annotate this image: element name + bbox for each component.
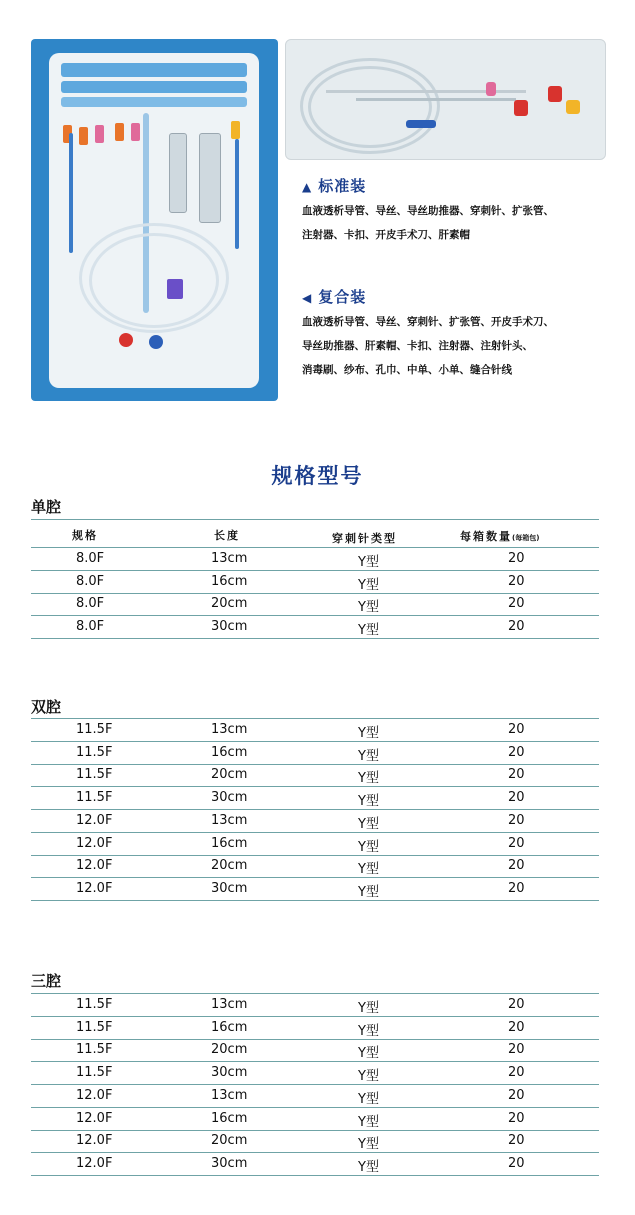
column-header-size: 规格 [72, 529, 98, 542]
spec-title: 规格型号 [271, 464, 364, 488]
size-cell: 12.0F [76, 1087, 113, 1103]
needle-type-cell: Y型 [358, 884, 379, 900]
size-cell: 11.5F [76, 1019, 113, 1035]
length-cell: 20cm [211, 596, 248, 612]
table-row [31, 549, 599, 571]
column-header-quantity-note: (每箱包) [512, 534, 540, 542]
length-cell: 20cm [211, 767, 248, 783]
size-cell: 12.0F [76, 812, 113, 828]
column-header-length: 长度 [214, 529, 240, 542]
needle-type-cell: Y型 [358, 862, 379, 878]
quantity-cell: 20 [508, 767, 525, 783]
quantity-cell: 20 [508, 551, 525, 566]
combined-package-line: 血液透析导管、导丝、穿刺针、扩张管、开皮手术刀、 [302, 316, 554, 328]
length-cell: 16cm [211, 1110, 248, 1126]
length-cell: 13cm [211, 551, 248, 566]
needle-type-cell: Y型 [358, 623, 379, 639]
needle-type-cell: Y型 [358, 1023, 379, 1039]
size-cell: 8.0F [76, 619, 105, 635]
length-cell: 13cm [211, 1087, 248, 1103]
length-cell: 30cm [211, 880, 248, 896]
size-cell: 11.5F [76, 1042, 113, 1058]
size-cell: 11.5F [76, 997, 113, 1012]
size-cell: 8.0F [76, 551, 105, 566]
needle-type-cell: Y型 [358, 555, 379, 570]
size-cell: 11.5F [76, 790, 113, 806]
quantity-cell: 20 [508, 812, 525, 828]
section-rule [31, 718, 599, 719]
length-cell: 16cm [211, 835, 248, 851]
quantity-cell: 20 [508, 1019, 525, 1035]
row-rule [31, 1175, 599, 1176]
quantity-cell: 20 [508, 1065, 525, 1081]
table-row [31, 856, 599, 878]
table-row [31, 995, 599, 1017]
needle-type-cell: Y型 [358, 600, 379, 616]
length-cell: 20cm [211, 1042, 248, 1058]
combined-package-line: 导丝助推器、肝素帽、卡扣、注射器、注射针头、 [302, 340, 533, 352]
table-row [31, 743, 599, 765]
standard-package-line: 注射器、卡扣、开皮手术刀、肝素帽 [302, 229, 470, 241]
quantity-cell: 20 [508, 573, 525, 589]
triangle-up-icon: ▲ [302, 180, 313, 194]
size-cell: 11.5F [76, 744, 113, 760]
quantity-cell: 20 [508, 880, 525, 896]
size-cell: 11.5F [76, 1065, 113, 1081]
column-header-quantity [460, 528, 539, 544]
needle-type-cell: Y型 [358, 771, 379, 787]
standard-package-heading [302, 175, 366, 196]
column-header-needle: 穿刺针类型 [332, 532, 397, 545]
quantity-cell: 20 [508, 1042, 525, 1058]
size-cell: 11.5F [76, 767, 113, 783]
kit-tray-photo [31, 39, 278, 401]
length-cell: 30cm [211, 790, 248, 806]
section-title-double-lumen: 双腔 [31, 698, 62, 716]
quantity-cell: 20 [508, 1133, 525, 1149]
needle-type-cell: Y型 [358, 1046, 379, 1062]
table-row [31, 1063, 599, 1085]
length-cell: 16cm [211, 1019, 248, 1035]
table-row [31, 594, 599, 616]
needle-type-cell: Y型 [358, 794, 379, 810]
length-cell: 30cm [211, 1155, 248, 1171]
table-row [31, 834, 599, 856]
size-cell: 11.5F [76, 722, 113, 737]
needle-type-cell: Y型 [358, 726, 379, 741]
table-row [31, 1018, 599, 1040]
section-title-single-lumen: 单腔 [31, 498, 62, 516]
quantity-cell: 20 [508, 1155, 525, 1171]
size-cell: 12.0F [76, 1110, 113, 1126]
combined-package-line: 消毒刷、纱布、孔巾、中单、小单、缝合针线 [302, 364, 512, 376]
quantity-cell: 20 [508, 1087, 525, 1103]
needle-type-cell: Y型 [358, 1091, 379, 1107]
table-row [31, 617, 599, 639]
length-cell: 13cm [211, 722, 248, 737]
table-row [31, 720, 599, 742]
header-rule [31, 547, 599, 548]
quantity-cell: 20 [508, 744, 525, 760]
quantity-cell: 20 [508, 722, 525, 737]
standard-package-line: 血液透析导管、导丝、导丝助推器、穿刺针、扩张管、 [302, 205, 554, 217]
standard-package-title: 标准装 [318, 177, 367, 195]
table-row [31, 1086, 599, 1108]
length-cell: 13cm [211, 997, 248, 1012]
section-rule [31, 519, 599, 520]
table-row [31, 572, 599, 594]
quantity-cell: 20 [508, 835, 525, 851]
combined-package-heading [302, 286, 366, 307]
catheter-photo [285, 39, 606, 160]
quantity-cell: 20 [508, 790, 525, 806]
needle-type-cell: Y型 [358, 748, 379, 764]
table-row [31, 788, 599, 810]
quantity-cell: 20 [508, 997, 525, 1012]
triangle-left-icon: ◀ [302, 291, 313, 305]
length-cell: 30cm [211, 619, 248, 635]
table-row [31, 1131, 599, 1153]
column-header-quantity-label: 每箱数量 [460, 530, 512, 543]
table-row [31, 811, 599, 833]
size-cell: 12.0F [76, 835, 113, 851]
table-row [31, 765, 599, 787]
quantity-cell: 20 [508, 596, 525, 612]
size-cell: 12.0F [76, 880, 113, 896]
combined-package-title: 复合装 [318, 288, 367, 306]
length-cell: 20cm [211, 858, 248, 874]
size-cell: 8.0F [76, 596, 105, 612]
length-cell: 13cm [211, 812, 248, 828]
needle-type-cell: Y型 [358, 1159, 379, 1175]
quantity-cell: 20 [508, 1110, 525, 1126]
length-cell: 16cm [211, 573, 248, 589]
needle-type-cell: Y型 [358, 1069, 379, 1085]
section-title-triple-lumen: 三腔 [31, 972, 62, 990]
size-cell: 8.0F [76, 573, 105, 589]
needle-type-cell: Y型 [358, 1137, 379, 1153]
needle-type-cell: Y型 [358, 839, 379, 855]
size-cell: 12.0F [76, 1155, 113, 1171]
quantity-cell: 20 [508, 619, 525, 635]
length-cell: 16cm [211, 744, 248, 760]
row-rule [31, 900, 599, 901]
quantity-cell: 20 [508, 858, 525, 874]
row-rule [31, 638, 599, 639]
needle-type-cell: Y型 [358, 816, 379, 832]
size-cell: 12.0F [76, 858, 113, 874]
table-row [31, 879, 599, 901]
table-row [31, 1109, 599, 1131]
needle-type-cell: Y型 [358, 1001, 379, 1016]
length-cell: 20cm [211, 1133, 248, 1149]
table-row [31, 1040, 599, 1062]
size-cell: 12.0F [76, 1133, 113, 1149]
length-cell: 30cm [211, 1065, 248, 1081]
section-rule [31, 993, 599, 994]
needle-type-cell: Y型 [358, 577, 379, 593]
table-row [31, 1154, 599, 1176]
needle-type-cell: Y型 [358, 1114, 379, 1130]
